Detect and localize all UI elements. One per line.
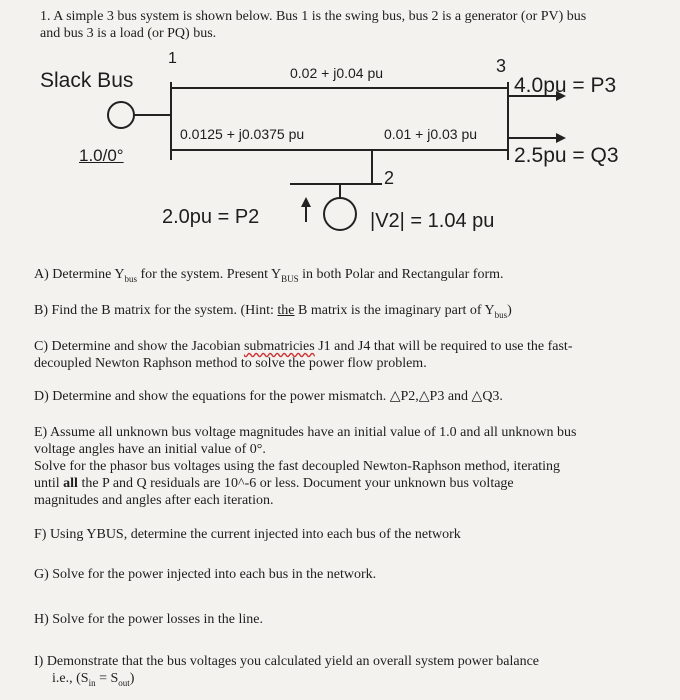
bus2-number: 2 — [384, 168, 395, 188]
bus3-p-label: 4.0pu = P3 — [514, 74, 617, 97]
slack-bus-label: Slack Bus — [40, 69, 134, 92]
bus2-p-label: 2.0pu = P2 — [162, 206, 260, 228]
circuit-diagram — [0, 0, 680, 260]
question-c: C) Determine and show the Jacobian submatricies J1 and J4 that will be required to use the fast- decoupled Newton Raphson method to solve the power flow problem. — [34, 339, 573, 371]
question-a: A) Determine $Y_{bus}$ for the system. Present $Y_{BUS}$ in both Polar and Rectangular form. — [34, 267, 504, 284]
line-1-3-impedance: 0.02 + j0.04 pu — [290, 65, 384, 81]
question-h: H) Solve for the power losses in the line. — [34, 612, 264, 627]
question-b: B) Find the B matrix for the system. (Hint: the B matrix is the imaginary part of $Y_{bus}$) — [34, 303, 512, 320]
line-1-2 — [171, 150, 372, 175]
line-1-2-impedance: 0.0125 + j0.0375 pu — [180, 126, 305, 142]
problem-number: 1. — [40, 9, 51, 24]
question-g: G) Solve for the power injected into each bus in the network. — [34, 567, 377, 582]
problem-intro-line1: A simple 3 bus system is shown below. Bus 1 is the swing bus, bus 2 is a generator (or PV) bus — [53, 9, 587, 24]
bus2-v-label: |V2| = 1.04 pu — [370, 210, 495, 232]
question-e: E) Assume all unknown bus voltage magnitudes have an initial value of 1.0 and all unknown bus voltage angles have an initial value of 0°. Solve for the phasor bus voltages using the fast decoupled Newton-Raphson method, iterating until all the P and Q residuals are 10^-6 or less. Document your unknown bus voltage magnitudes and angles after each iteration. — [34, 425, 577, 508]
bus3-q-arrowhead — [556, 133, 566, 143]
slack-voltage: 1.0/0° — [79, 146, 124, 165]
bus2-generator-icon — [324, 198, 356, 230]
question-i: I) Demonstrate that the bus voltages you calculated yield an overall system power balance i.e., $(S_{in} = S_{out})$ — [34, 654, 539, 688]
bus1-number: 1 — [168, 50, 177, 67]
bus3-number: 3 — [496, 56, 507, 76]
line-2-3-impedance: 0.01 + j0.03 pu — [384, 126, 478, 142]
bus3-q-label: 2.5pu = Q3 — [514, 144, 619, 167]
slack-generator-icon — [108, 102, 134, 128]
problem-intro-line2: and bus 3 is a load (or PQ) bus. — [40, 26, 217, 41]
bus2-p-arrowhead — [301, 197, 311, 207]
question-d: D) Determine and show the equations for the power mismatch. △P2,△P3 and △Q3. — [34, 389, 503, 404]
question-f: F) Using YBUS, determine the current injected into each bus of the network — [34, 527, 461, 542]
